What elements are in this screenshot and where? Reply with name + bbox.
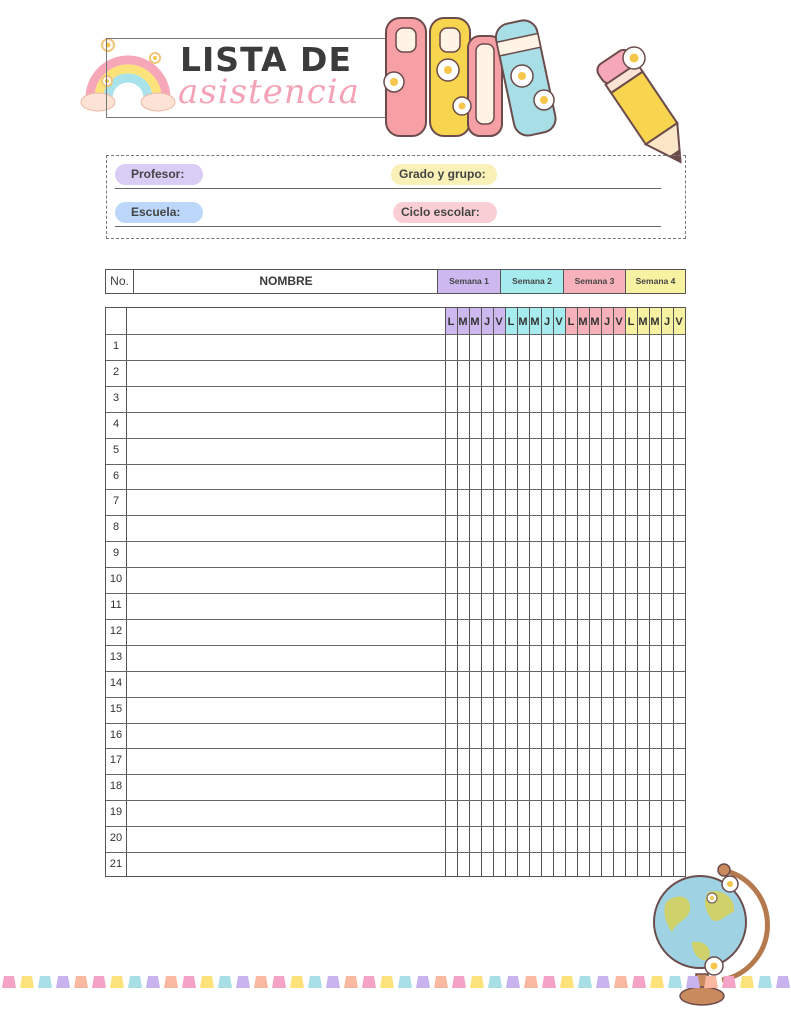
table-row: [106, 593, 685, 619]
day-header-w1-1: L: [445, 308, 457, 334]
day-column-divider: [685, 308, 686, 876]
header-table: [105, 269, 686, 294]
day-header-w4-5: V: [673, 308, 685, 334]
border-tab: [182, 976, 196, 988]
student-name-cell[interactable]: [126, 774, 445, 800]
border-tab: [560, 976, 574, 988]
border-tab: [344, 976, 358, 988]
border-tab: [398, 976, 412, 988]
border-tab: [218, 976, 232, 988]
escuela-line[interactable]: [115, 226, 393, 227]
border-tab: [236, 976, 250, 988]
table-row: [106, 360, 685, 386]
day-header-w2-5: V: [553, 308, 565, 334]
row-number: 12: [109, 624, 123, 637]
info-section: [106, 155, 686, 239]
table-row: [106, 464, 685, 490]
border-tab: [704, 976, 718, 988]
border-tab: [722, 976, 736, 988]
border-tab: [200, 976, 214, 988]
border-tab: [542, 976, 556, 988]
table-row: [106, 567, 685, 593]
student-name-cell[interactable]: [126, 464, 445, 490]
table-row: [106, 774, 685, 800]
student-name-cell[interactable]: [126, 386, 445, 412]
student-name-cell[interactable]: [126, 593, 445, 619]
row-number: 3: [112, 391, 120, 404]
border-tab: [146, 976, 160, 988]
border-tab: [506, 976, 520, 988]
border-tab: [578, 976, 592, 988]
day-header-w1-2: M: [457, 308, 469, 334]
week-3-header: Semana 3: [563, 270, 625, 293]
row-number: 6: [112, 469, 120, 482]
table-row: [106, 619, 685, 645]
table-row: [106, 645, 685, 671]
week-1-header: Semana 1: [437, 270, 500, 293]
row-number: 4: [112, 417, 120, 430]
week-2-header: Semana 2: [500, 270, 563, 293]
day-header-w3-5: V: [613, 308, 625, 334]
border-tab: [650, 976, 664, 988]
table-row: [106, 334, 685, 360]
student-name-cell[interactable]: [126, 334, 445, 360]
row-number: 5: [112, 443, 120, 456]
row-number: 19: [109, 806, 123, 819]
border-tab: [56, 976, 70, 988]
border-tab: [776, 976, 790, 988]
day-header-w2-4: J: [541, 308, 553, 334]
border-tab: [110, 976, 124, 988]
table-row: [106, 671, 685, 697]
student-name-cell[interactable]: [126, 697, 445, 723]
border-tab: [326, 976, 340, 988]
student-name-cell[interactable]: [126, 852, 445, 878]
decorative-bottom-border: [0, 975, 791, 989]
border-tab: [686, 976, 700, 988]
table-row: [106, 412, 685, 438]
student-name-cell[interactable]: [126, 412, 445, 438]
table-row: [106, 723, 685, 749]
border-tab: [434, 976, 448, 988]
row-number: 18: [109, 780, 123, 793]
border-tab: [758, 976, 772, 988]
day-header-w4-4: J: [661, 308, 673, 334]
student-name-cell[interactable]: [126, 723, 445, 749]
border-tab: [290, 976, 304, 988]
border-tab: [20, 976, 34, 988]
student-name-cell[interactable]: [126, 748, 445, 774]
day-header-w3-4: J: [601, 308, 613, 334]
border-tab: [38, 976, 52, 988]
day-header-w1-4: J: [481, 308, 493, 334]
row-number: 8: [112, 521, 120, 534]
row-number: 2: [112, 365, 120, 378]
table-row: [106, 852, 685, 878]
table-row: [106, 386, 685, 412]
books-illustration: [380, 14, 565, 138]
student-name-cell[interactable]: [126, 826, 445, 852]
day-header-w4-2: M: [637, 308, 649, 334]
day-header-w1-3: M: [469, 308, 481, 334]
profesor-label: Profesor:: [115, 164, 203, 185]
row-number: 14: [109, 676, 123, 689]
title-main: LISTA DE: [180, 40, 352, 79]
table-row: [106, 826, 685, 852]
border-tab: [272, 976, 286, 988]
row-number: 7: [112, 495, 120, 508]
row-number: 21: [109, 858, 123, 870]
row-number: 11: [110, 599, 122, 611]
border-tab: [632, 976, 646, 988]
student-name-cell[interactable]: [126, 800, 445, 826]
table-row: [106, 800, 685, 826]
border-tab: [524, 976, 538, 988]
day-header-w4-3: M: [649, 308, 661, 334]
table-row: [106, 515, 685, 541]
day-header-w1-5: V: [493, 308, 505, 334]
border-tab: [2, 976, 16, 988]
border-tab: [740, 976, 754, 988]
border-tab: [128, 976, 142, 988]
row-number: 10: [109, 573, 123, 586]
table-row: [106, 748, 685, 774]
row-number: 1: [112, 340, 120, 352]
border-tab: [470, 976, 484, 988]
student-name-cell[interactable]: [126, 515, 445, 541]
week-4-header: Semana 4: [625, 270, 685, 293]
border-tab: [416, 976, 430, 988]
attendance-grid: [105, 307, 686, 877]
student-name-cell[interactable]: [126, 567, 445, 593]
grado-line[interactable]: [391, 188, 661, 189]
border-tab: [164, 976, 178, 988]
table-row: [106, 489, 685, 515]
day-header-w2-1: L: [505, 308, 517, 334]
border-tab: [488, 976, 502, 988]
student-name-cell[interactable]: [126, 541, 445, 567]
table-row: [106, 697, 685, 723]
border-tab: [92, 976, 106, 988]
row-number: 17: [109, 754, 123, 767]
border-tab: [308, 976, 322, 988]
grado-label: Grado y grupo:: [391, 164, 497, 185]
row-number: 20: [109, 832, 123, 845]
border-tab: [380, 976, 394, 988]
table-row: [106, 438, 685, 464]
day-header-w4-1: L: [625, 308, 637, 334]
day-header-w3-1: L: [565, 308, 577, 334]
title-sub: asistencia: [178, 72, 360, 112]
student-name-cell[interactable]: [126, 619, 445, 645]
day-header-w2-3: M: [529, 308, 541, 334]
day-header-w3-3: M: [589, 308, 601, 334]
ciclo-line[interactable]: [393, 226, 661, 227]
day-header-w2-2: M: [517, 308, 529, 334]
border-tab: [452, 976, 466, 988]
border-tab: [74, 976, 88, 988]
student-name-cell[interactable]: [126, 671, 445, 697]
border-tab: [362, 976, 376, 988]
border-tab: [254, 976, 268, 988]
table-row: [106, 541, 685, 567]
student-name-cell[interactable]: [126, 438, 445, 464]
border-tab: [596, 976, 610, 988]
row-number: 16: [109, 728, 123, 741]
student-name-cell[interactable]: [126, 489, 445, 515]
border-tab: [668, 976, 682, 988]
header-no: No.: [106, 270, 134, 293]
row-number: 13: [109, 650, 123, 663]
student-name-cell[interactable]: [126, 645, 445, 671]
escuela-label: Escuela:: [115, 202, 203, 223]
profesor-line[interactable]: [115, 188, 393, 189]
border-tab: [614, 976, 628, 988]
student-name-cell[interactable]: [126, 360, 445, 386]
row-number: 9: [112, 547, 120, 560]
header-nombre: NOMBRE: [259, 274, 313, 288]
day-header-w3-2: M: [577, 308, 589, 334]
row-number: 15: [109, 702, 123, 715]
ciclo-label: Ciclo escolar:: [393, 202, 497, 223]
